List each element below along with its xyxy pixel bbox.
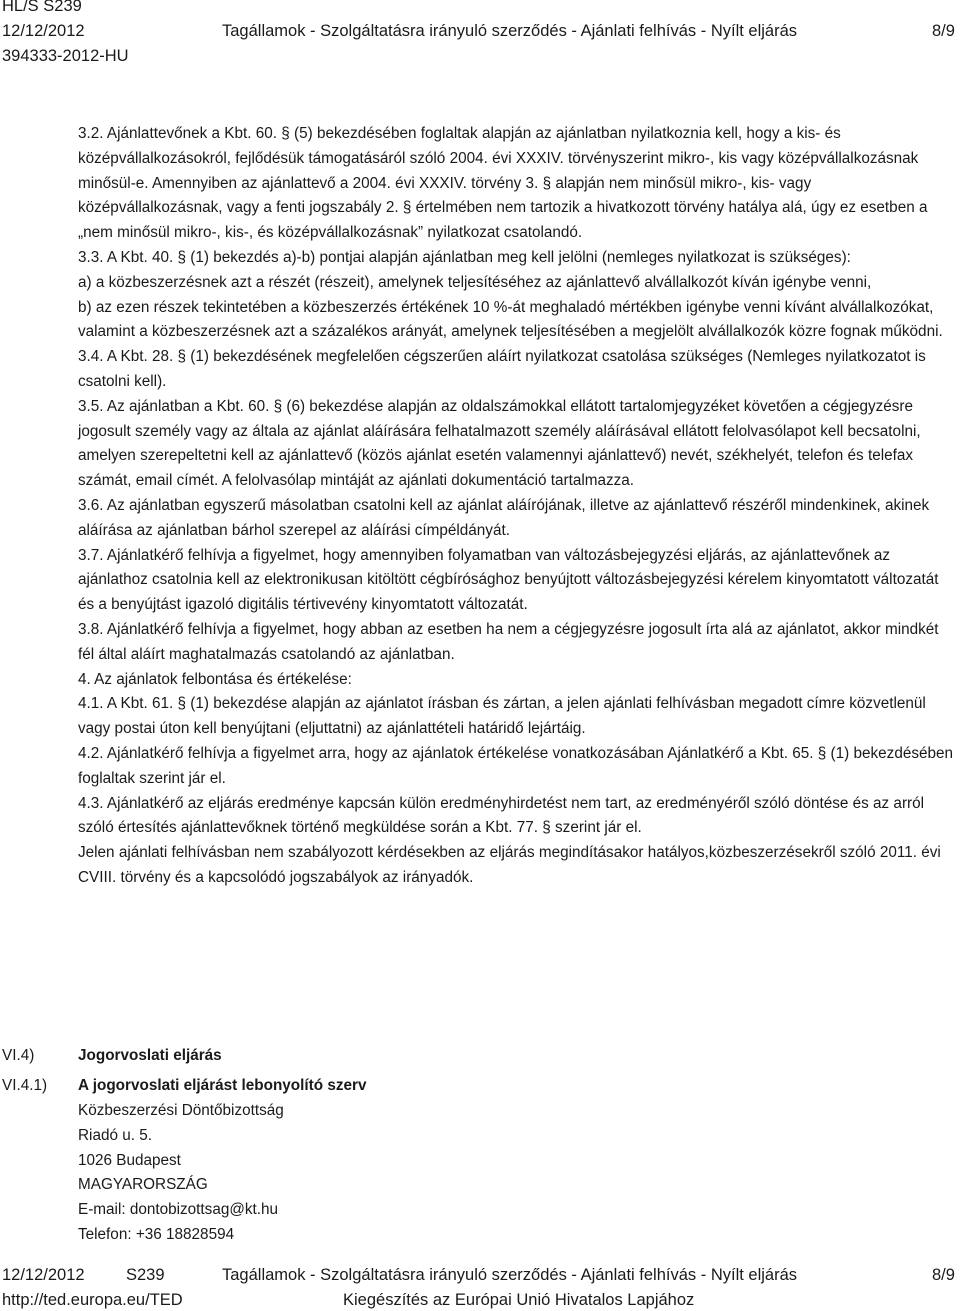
footer-supplement: Kiegészítés az Európai Unió Hivatalos Lapjához — [343, 1291, 695, 1309]
footer-page-number: 8/9 — [932, 1266, 955, 1284]
footer-title: Tagállamok - Szolgáltatásra irányuló szerződés - Ajánlati felhívás - Nyílt eljárás — [222, 1266, 798, 1284]
footer-date: 12/12/2012 — [2, 1266, 85, 1284]
email-label: E-mail: — [78, 1201, 126, 1219]
paragraph: 4.3. Ajánlatkérő az eljárás eredménye kapcsán külön eredményhirdetést nem tart, az eredményéről szóló döntése és az arról szóló értesítés ajánlattevőknek történő megküldése során a Kbt. 77. § szerint jár el. — [78, 794, 925, 837]
notice-id: 394333-2012-HU — [2, 47, 129, 65]
phone-label: Telefon: — [78, 1225, 132, 1243]
phone-number: +36 18828594 — [135, 1225, 235, 1243]
review-body-city: 1026 Budapest — [78, 1151, 181, 1169]
review-body-address — [78, 1099, 284, 1248]
paragraph: 4.1. A Kbt. 61. § (1) bekezdése alapján az ajánlatot írásban és zártan, a jelen ajánlati felhívásban megadott címre közvetlenül vagy postai úton kell benyújtani (eljuttatni) az ajánlattételi határidő lejártáig. — [78, 695, 926, 738]
paragraph: 4.2. Ajánlatkérő felhívja a figyelmet arra, hogy az ajánlatok értékelése vonatkozásában Ajánlatkérő a Kbt. 65. § (1) bekezdésében foglaltak szerint jár el. — [78, 744, 954, 787]
section-title: Jogorvoslati eljárás — [78, 1047, 222, 1064]
paragraph: 3.7. Ajánlatkérő felhívja a figyelmet, hogy amennyiben folyamatban van változásbejegyzési eljárás, az ajánlattevőnek az ajánlathoz csatolnia kell az elektronikusan kitöltött cégbírósághoz benyújtott változásbejegyzési kérelem kinyomtatott változatát és a benyújtást igazoló digitális tértivevény kinyomtatott változatát. — [78, 546, 939, 614]
phone-row — [78, 1223, 284, 1248]
paragraph: 4. Az ajánlatok felbontása és értékelése: — [78, 670, 352, 688]
review-body-name: Közbeszerzési Döntőbizottság — [78, 1102, 284, 1119]
header-page-number: 8/9 — [932, 22, 955, 40]
paragraph: 3.2. Ajánlattevőnek a Kbt. 60. § (5) bekezdésében foglaltak alapján az ajánlatban nyilatkoznia kell, hogy a kis- és középvállalkozásokról, fejlődésük támogatásáról szóló 2004. évi XXXIV. törvényszerint mikro-, kis vagy középvállalkozásnak minősül-e. Amennyiben az ajánlattevő a 2004. évi XXXIV. törvény 3. § alapján nem minősül mikro-, kis- vagy középvállalkozásnak, vagy a fenti jogszabály 2. § értelmében nem tartozik a hivatkozott törvény hatálya alá, úgy ez esetben a „nem minősül mikro-, kis-, és középvállalkozásnak” nyilatkozat csatolandó. — [78, 125, 928, 242]
paragraph: 3.4. A Kbt. 28. § (1) bekezdésének megfelelően cégszerűen aláírt nyilatkozat csatolása szükséges (Nemleges nyilatkozatot is csatolni kell). — [78, 348, 926, 390]
main-text — [78, 122, 958, 891]
paragraph: 3.8. Ajánlatkérő felhívja a figyelmet, hogy abban az esetben ha nem a cégjegyzésre jogosult írta alá az ajánlatot, akkor mindkét fél által aláírt maghatalmazás csatolandó az ajánlatban. — [78, 620, 939, 663]
section-number: VI.4) — [2, 1047, 35, 1064]
doc-code: HL/S S239 — [2, 0, 82, 15]
paragraph: Jelen ajánlati felhívásban nem szabályozott kérdésekben az eljárás megindításakor hatályos,közbeszerzésekről szóló 2011. évi CVIII. törvény és a kapcsolódó jogszabályok az irányadók. — [78, 844, 941, 886]
paragraph: a) a közbeszerzésnek azt a részét (részeit), amelynek teljesítéséhez az ajánlattevő alvállalkozót kíván igénybe venni, — [78, 273, 872, 291]
paragraph: 3.3. A Kbt. 40. § (1) bekezdés a)-b) pontjai alapján ajánlatban meg kell jelölni (nemleges nyilatkozat is szükséges): — [78, 248, 851, 266]
section-title: A jogorvoslati eljárást lebonyolító szerv — [78, 1077, 367, 1094]
paragraph: 3.5. Az ajánlatban a Kbt. 60. § (6) bekezdése alapján az oldalszámokkal ellátott tartalomjegyzéket követően a cégjegyzésre jogosult személy vagy az általa az ajánlat aláírására felhatalmazott személy aláírásával ellátott felolvasólapot kell becsatolni, amelyen szerepeltetni kell az ajánlattevő (közös ajánlat esetén valamennyi ajánlattevő) nevét, székhelyét, telefon és telefax számát, email címét. A felolvasólap mintáját az ajánlati dokumentáció tartalmazza. — [78, 397, 921, 490]
footer-code: S239 — [126, 1266, 165, 1284]
email-link[interactable]: dontobizottsag@kt.hu — [129, 1201, 279, 1219]
paragraph: 3.6. Az ajánlatban egyszerű másolatban csatolni kell az ajánlat aláírójának, illetve az ajánlattevő részéről mindenkinek, akinek aláírása az ajánlatban bárhol szerepel az aláírási címpéldányát. — [78, 496, 930, 539]
review-body-country: MAGYARORSZÁG — [78, 1176, 208, 1194]
header-date: 12/12/2012 — [2, 22, 85, 40]
paragraph: b) az ezen részek tekintetében a közbeszerzés értékének 10 %-át meghaladó mértékben igénybe venni kívánt alvállalkozókat, valamint a közbeszerzésnek azt a százalékos arányát, amelynek teljesítésében a megjelölt alvállalkozók közre fognak működni. — [78, 298, 943, 341]
email-row — [78, 1198, 284, 1223]
footer-url-link[interactable]: http://ted.europa.eu/TED — [2, 1291, 183, 1309]
review-body-street: Riadó u. 5. — [78, 1126, 152, 1144]
header-title: Tagállamok - Szolgáltatásra irányuló szerződés - Ajánlati felhívás - Nyílt eljárás — [222, 22, 798, 40]
section-number: VI.4.1) — [2, 1077, 48, 1094]
